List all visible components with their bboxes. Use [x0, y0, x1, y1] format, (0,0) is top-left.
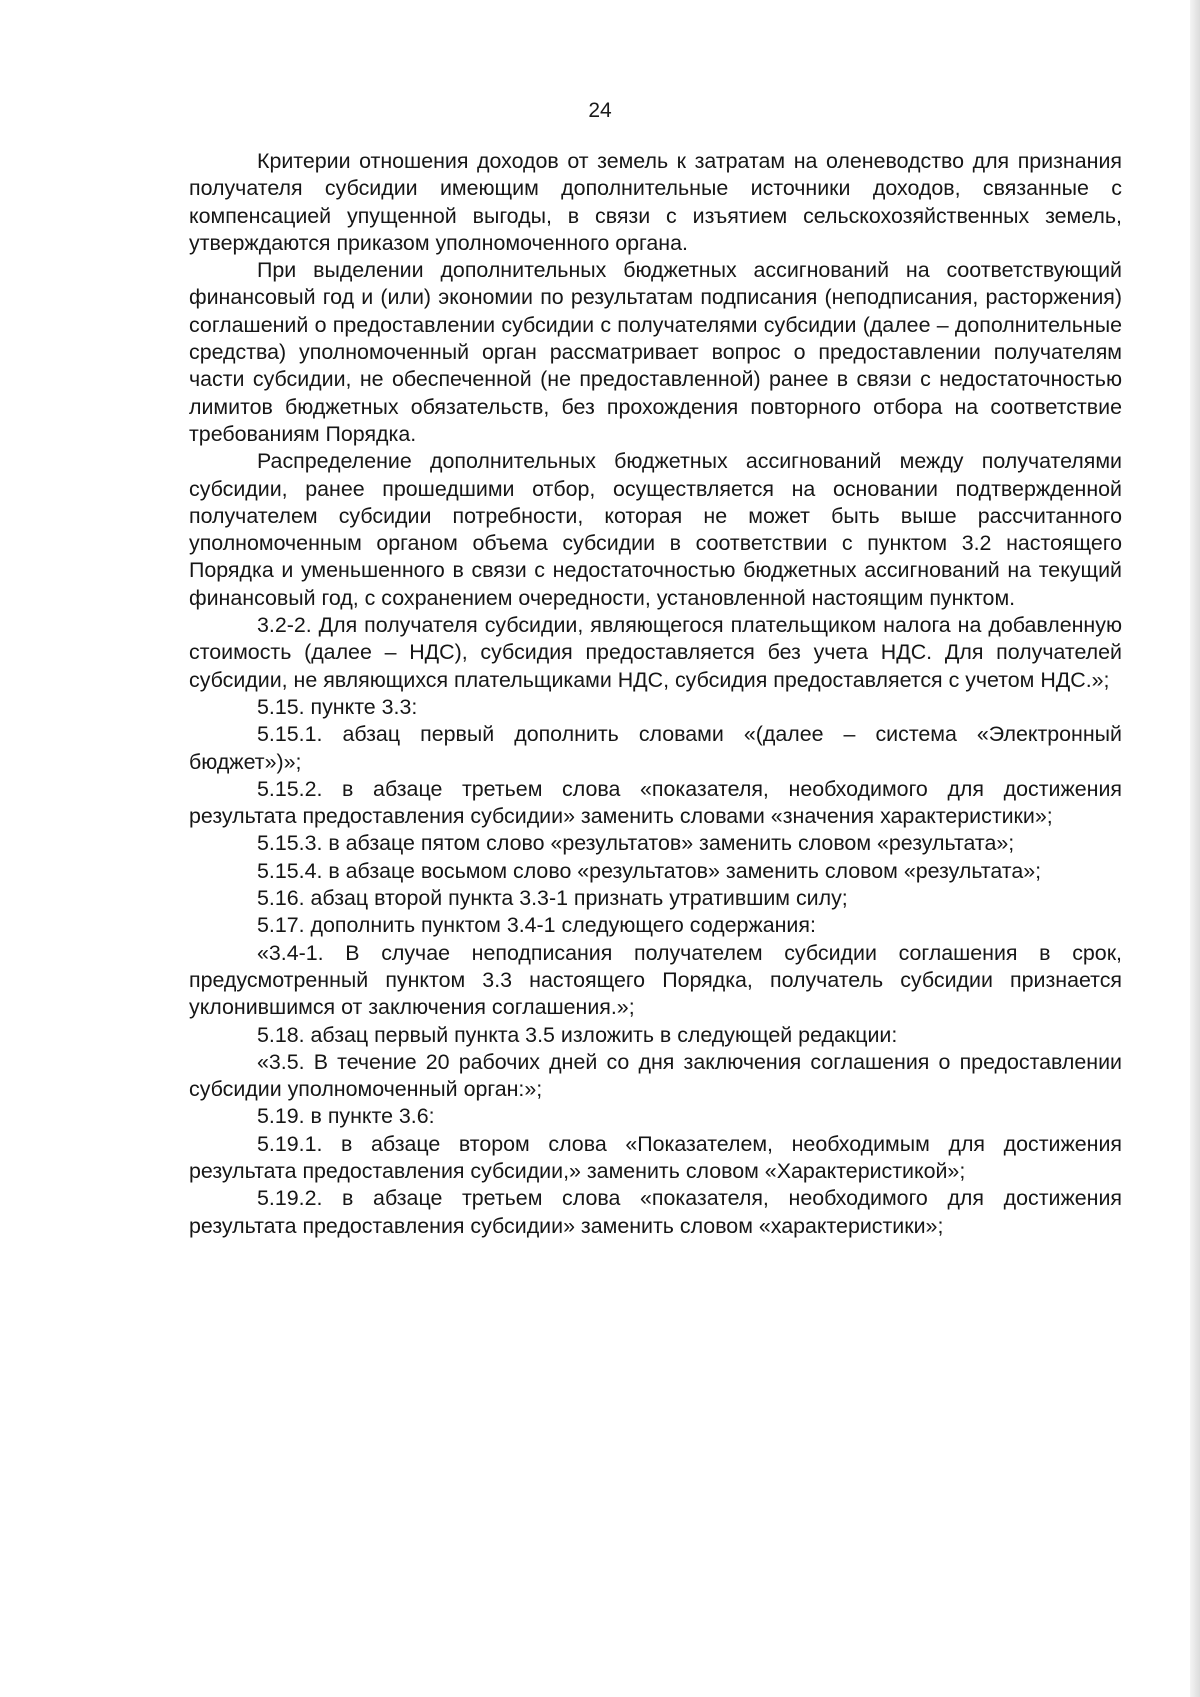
paragraph-5-16: 5.16. абзац второй пункта 3.3-1 признать утратившим силу; — [257, 886, 848, 911]
paragraph-5-15: 5.15. пункте 3.3: — [257, 694, 418, 719]
paragraph-criteria: Критерии отношения доходов от земель к затратам на оленеводство для признания получателя субсидии имеющим дополнительные источники доходов, связанные с компенсацией упущенной выгоды, в связи с изъятием сельскохозяйственных земель, утверждаются приказом уполномоченного органа. — [189, 149, 1122, 255]
paragraph-3-5: «3.5. В течение 20 рабочих дней со дня заключения соглашения о предоставлении субсидии уполномоченный орган:»; — [189, 1049, 1122, 1102]
paragraph-5-15-2: 5.15.2. в абзаце третьем слова «показателя, необходимого для достижения результата предоставления субсидии» заменить словами «значения характеристики»; — [189, 776, 1122, 829]
page-number: 24 — [588, 99, 612, 122]
paragraph-5-19-2: 5.19.2. в абзаце третьем слова «показателя, необходимого для достижения результата предоставления субсидии» заменить словом «характеристики»; — [189, 1186, 1122, 1238]
paragraph-5-19-1: 5.19.1. в абзаце втором слова «Показателем, необходимым для достижения результата предоставления субсидии,» заменить словом «Характеристикой»; — [189, 1131, 1122, 1183]
document-body — [189, 148, 1122, 1240]
paragraph-additional-funds: При выделении дополнительных бюджетных ассигнований на соответствующий финансовый год и (или) экономии по результатам подписания (неподписания, расторжения) соглашений о предоставлении субсидии с получателями субсидии (далее – дополнительные средства) уполномоченный орган рассматривает вопрос о предоставлении получателям части субсидии, не обеспеченной (не предоставленной) ранее в связи с недостаточностью лимитов бюджетных обязательств, без прохождения повторного отбора на соответствие требованиям Порядка. — [189, 258, 1122, 446]
paragraph-5-15-4: 5.15.4. в абзаце восьмом слово «результатов» заменить словом «результата»; — [257, 858, 1042, 883]
paragraph-5-15-3: 5.15.3. в абзаце пятом слово «результатов» заменить словом «результата»; — [257, 831, 1015, 856]
paragraph-5-17: 5.17. дополнить пунктом 3.4-1 следующего содержания: — [257, 913, 816, 938]
paragraph-5-18: 5.18. абзац первый пункта 3.5 изложить в следующей редакции: — [257, 1022, 898, 1047]
paragraph-5-19: 5.19. в пункте 3.6: — [257, 1104, 435, 1129]
paragraph-5-15-1: 5.15.1. абзац первый дополнить словами «(далее – система «Электронный бюджет»)»; — [189, 722, 1122, 774]
paragraph-3-4-1: «3.4-1. В случае неподписания получателем субсидии соглашения в срок, предусмотренный пунктом 3.3 настоящего Порядка, получатель субсидии признается уклонившимся от заключения соглашения.»; — [189, 940, 1122, 1020]
paragraph-distribution: Распределение дополнительных бюджетных ассигнований между получателями субсидии, ранее прошедшими отбор, осуществляется на основании подтвержденной получателем субсидии потребности, которая не может быть выше рассчитанного уполномоченным органом объема субсидии в соответствии с пунктом 3.2 настоящего Порядка и уменьшенного в связи с недостаточностью бюджетных ассигнований на текущий финансовый год, с сохранением очередности, установленной настоящим пунктом. — [189, 449, 1122, 610]
paragraph-3-2-2: 3.2-2. Для получателя субсидии, являющегося плательщиком налога на добавленную стоимость (далее – НДС), субсидия предоставляется без учета НДС. Для получателей субсидии, не являющихся плательщиками НДС, субсидия предоставляется с учетом НДС.»; — [189, 613, 1122, 692]
page-edge-shadow — [1190, 0, 1200, 1697]
